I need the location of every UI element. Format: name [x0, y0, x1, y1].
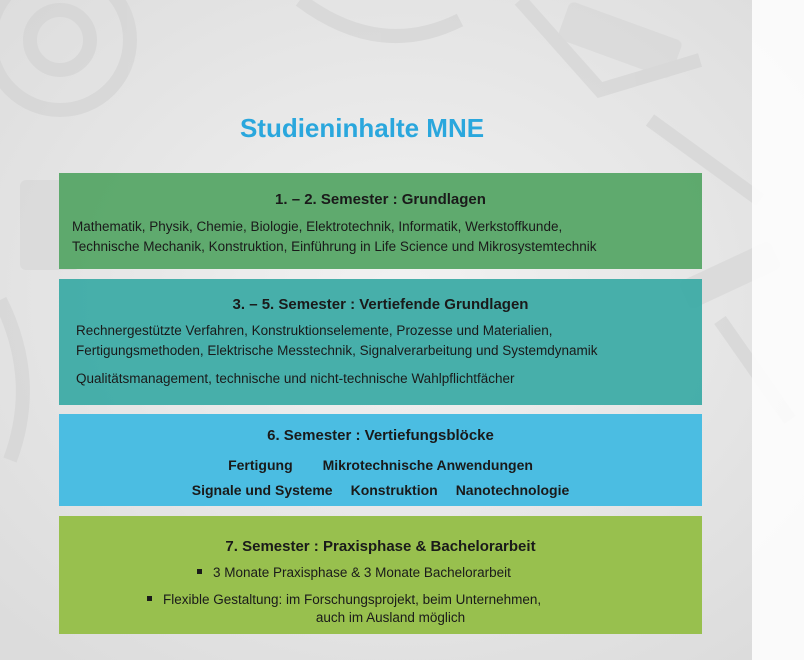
block-heading: 7. Semester : Praxisphase & Bachelorarbeit — [225, 538, 536, 555]
bullet-item — [147, 592, 541, 607]
page-title: Studieninhalte MNE — [239, 113, 485, 143]
block-text-line: Rechnergestützte Verfahren, Konstruktionselemente, Prozesse und Materialien, — [76, 323, 553, 338]
vertiefung-row-2 — [59, 482, 702, 498]
vertiefung-item: Mikrotechnische Anwendungen — [322, 457, 533, 473]
vertiefung-item: Nanotechnologie — [455, 482, 570, 498]
semester-block-praxisphase — [59, 516, 702, 634]
bullet-item — [197, 565, 511, 580]
vertiefung-item: Konstruktion — [350, 482, 438, 498]
bullet-icon — [197, 569, 202, 574]
vertiefung-item: Signale und Systeme — [191, 482, 333, 498]
semester-block-vertiefungsbloecke — [59, 414, 702, 506]
block-text-line: Fertigungsmethoden, Elektrische Messtechnik, Signalverarbeitung und Systemdynamik — [76, 343, 598, 358]
bullet-icon — [147, 596, 152, 601]
semester-block-grundlagen — [59, 173, 702, 269]
block-heading: 6. Semester : Vertiefungsblöcke — [267, 427, 494, 444]
block-text-line: Technische Mechanik, Konstruktion, Einführung in Life Science und Mikrosystemtechnik — [72, 239, 597, 254]
bullet-text: Flexible Gestaltung: im Forschungsprojekt, beim Unternehmen, — [163, 592, 542, 607]
block-text-line: Qualitätsmanagement, technische und nicht-technische Wahlpflichtfächer — [76, 371, 515, 386]
block-heading: 1. – 2. Semester : Grundlagen — [275, 191, 486, 208]
bullet-text: 3 Monate Praxisphase & 3 Monate Bachelorarbeit — [213, 565, 511, 580]
block-heading: 3. – 5. Semester : Vertiefende Grundlagen — [232, 296, 529, 313]
block-text-line: Mathematik, Physik, Chemie, Biologie, Elektrotechnik, Informatik, Werkstoffkunde, — [72, 219, 563, 234]
bullet-text-continuation: auch im Ausland möglich — [315, 610, 466, 625]
semester-block-vertiefende-grundlagen — [59, 279, 702, 405]
vertiefung-item: Fertigung — [228, 457, 293, 473]
vertiefung-row-1 — [59, 457, 702, 473]
